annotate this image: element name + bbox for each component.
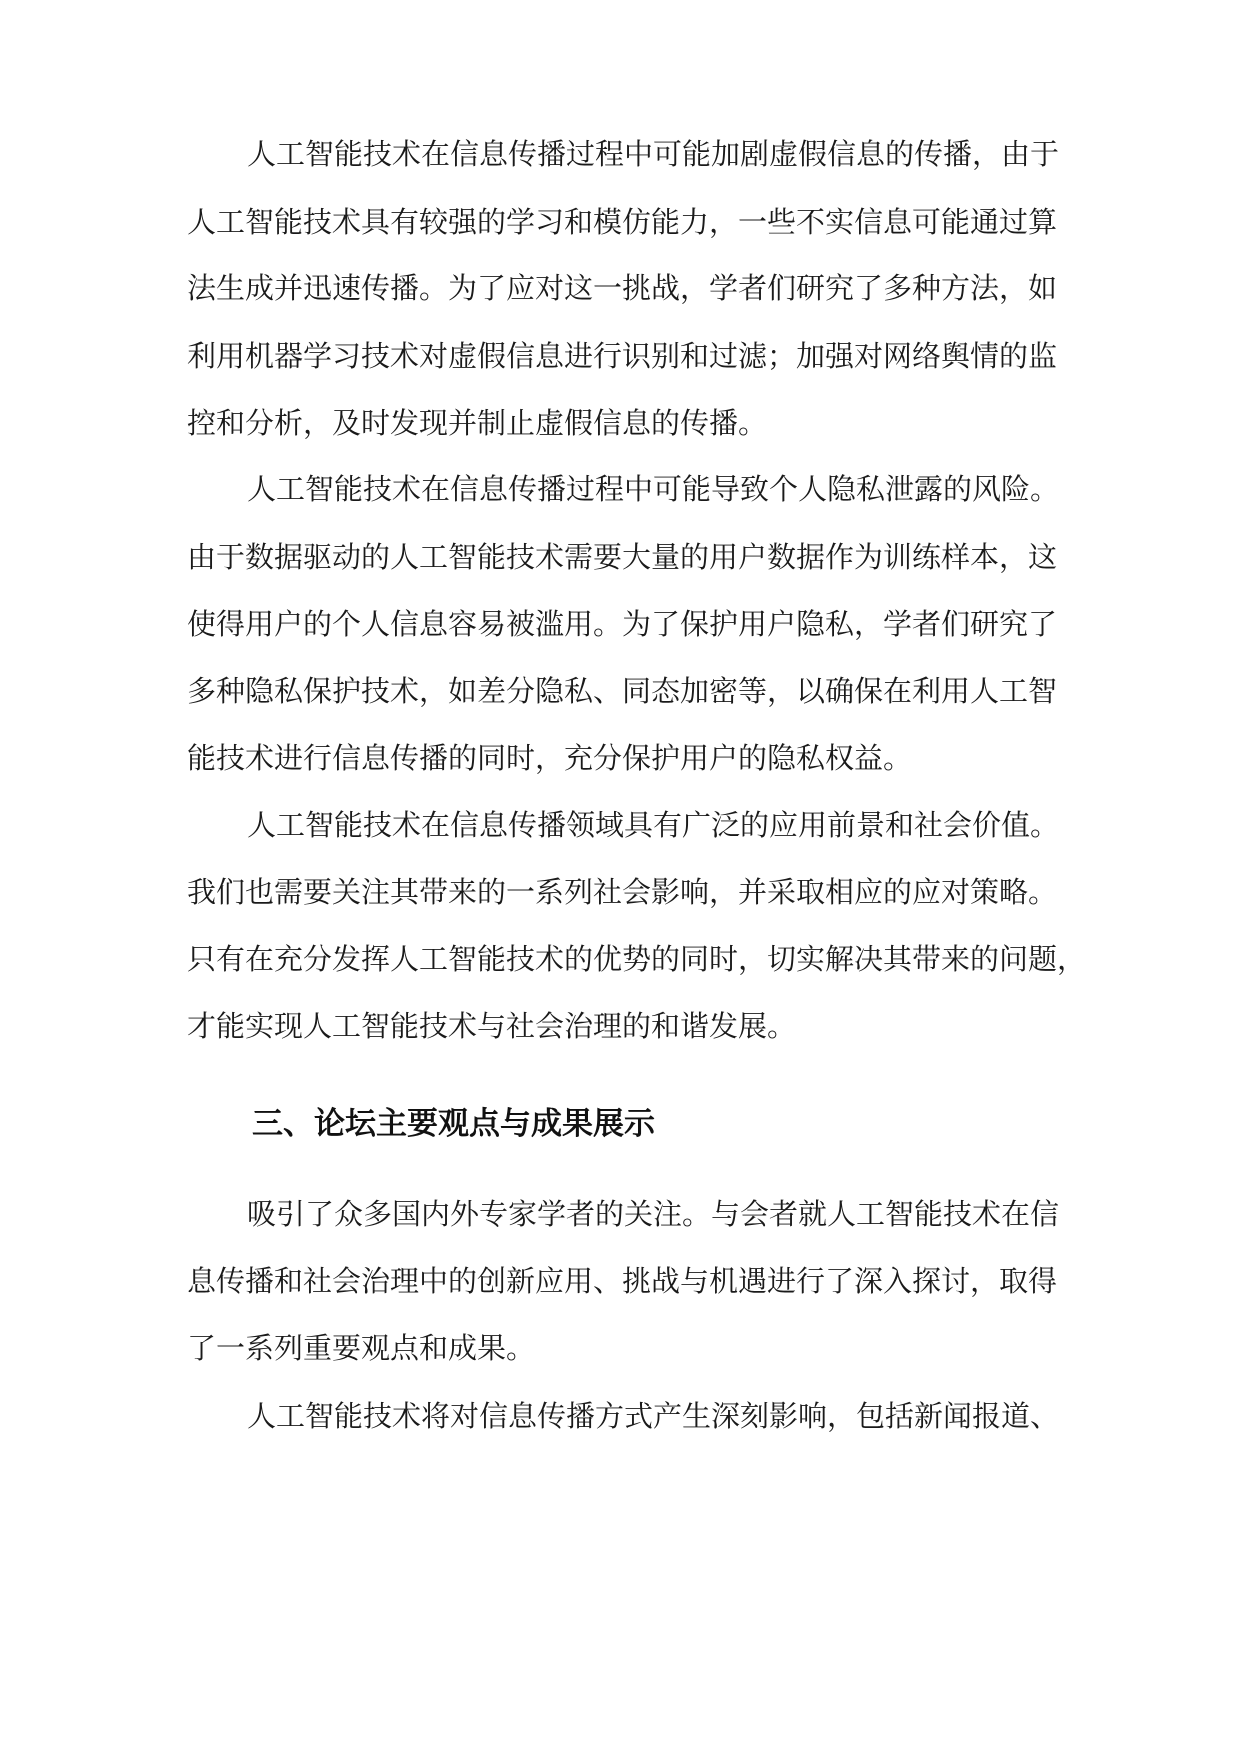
- paragraph-4-line-1: 吸引了众多国内外专家学者的关注。与会者就人工智能技术在信: [247, 1197, 1060, 1231]
- paragraph-2-line-5: 能技术进行信息传播的同时，充分保护用户的隐私权益。: [187, 741, 913, 775]
- paragraph-2-line-1: 人工智能技术在信息传播过程中可能导致个人隐私泄露的风险。: [247, 472, 1060, 506]
- section-heading: 三、论坛主要观点与成果展示: [252, 1106, 655, 1142]
- paragraph-3-line-2: 我们也需要关注其带来的一系列社会影响，并采取相应的应对策略。: [187, 875, 1058, 909]
- paragraph-1-line-5: 控和分析，及时发现并制止虚假信息的传播。: [187, 406, 768, 440]
- paragraph-1-line-3: 法生成并迅速传播。为了应对这一挑战，学者们研究了多种方法，如: [187, 271, 1058, 305]
- paragraph-1-line-1: 人工智能技术在信息传播过程中可能加剧虚假信息的传播，由于: [247, 137, 1060, 171]
- paragraph-5-line-1: 人工智能技术将对信息传播方式产生深刻影响，包括新闻报道、: [247, 1399, 1060, 1433]
- paragraph-1-line-4: 利用机器学习技术对虚假信息进行识别和过滤；加强对网络舆情的监: [187, 339, 1058, 373]
- paragraph-3-line-1: 人工智能技术在信息传播领域具有广泛的应用前景和社会价值。: [247, 808, 1060, 842]
- paragraph-2-line-3: 使得用户的个人信息容易被滥用。为了保护用户隐私，学者们研究了: [187, 607, 1058, 641]
- paragraph-2-line-2: 由于数据驱动的人工智能技术需要大量的用户数据作为训练样本，这: [187, 540, 1058, 574]
- paragraph-3-line-4: 才能实现人工智能技术与社会治理的和谐发展。: [187, 1009, 797, 1043]
- paragraph-3-line-3: 只有在充分发挥人工智能技术的优势的同时，切实解决其带来的问题，: [187, 942, 1087, 976]
- paragraph-2-line-4: 多种隐私保护技术，如差分隐私、同态加密等，以确保在利用人工智: [187, 674, 1058, 708]
- paragraph-1-line-2: 人工智能技术具有较强的学习和模仿能力，一些不实信息可能通过算: [187, 205, 1058, 239]
- paragraph-4-line-3: 了一系列重要观点和成果。: [187, 1331, 536, 1365]
- paragraph-4-line-2: 息传播和社会治理中的创新应用、挑战与机遇进行了深入探讨，取得: [187, 1264, 1058, 1298]
